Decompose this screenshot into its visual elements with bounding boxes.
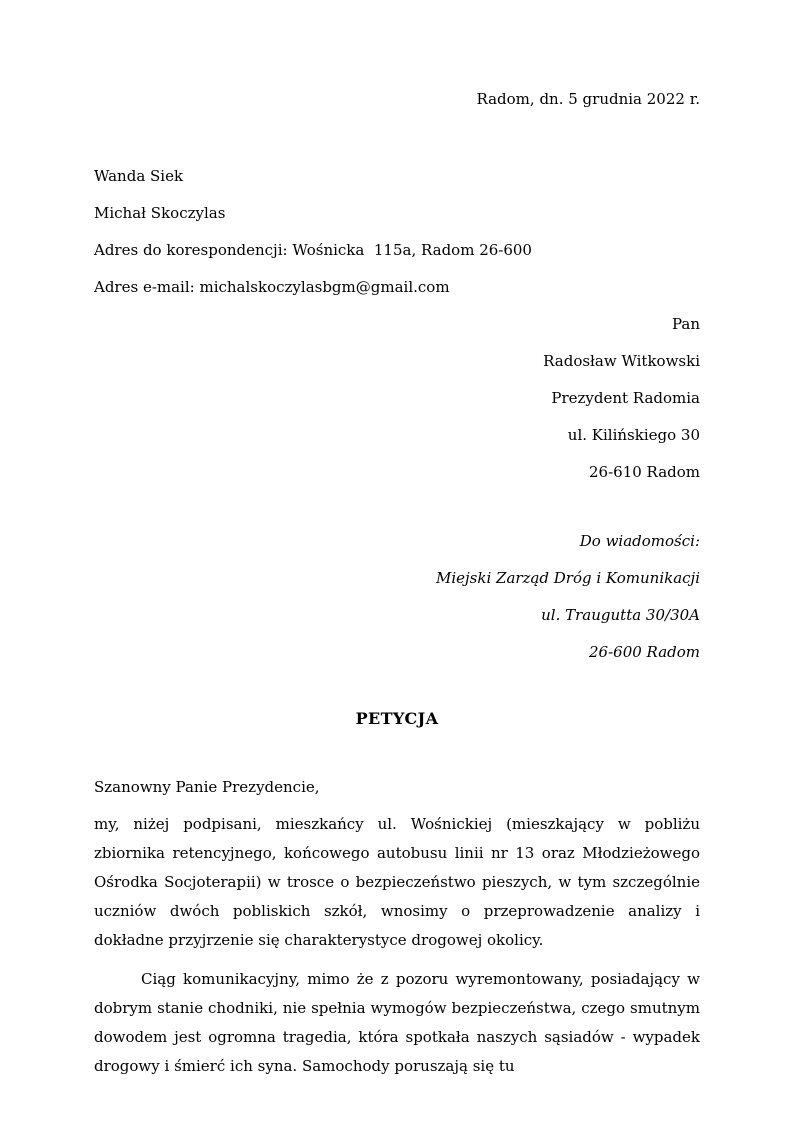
cc-block [94,527,700,667]
sender-block [94,162,700,302]
sender-name-1: Wanda Siek [94,167,184,185]
sender-email: Adres e-mail: michalskoczylasbgm@gmail.com [94,278,450,296]
body-paragraph-2: Ciąg komunikacyjny, mimo że z pozoru wyremontowany, posiadający w dobrym stanie chodniki, nie spełnia wymogów bezpieczeństwa, czego smutnym dowodem jest ogromna tragedia, która spotkała naszych sąsiadów - wypadek drogowy i śmierć ich syna. Samochody poruszają się tu [94,970,700,1075]
salutation: Szanowny Panie Prezydencie, [94,778,320,796]
recipient-block [94,310,700,487]
cc-organization: Miejski Zarząd Dróg i Komunikacji [435,569,700,587]
cc-street: ul. Traugutta 30/30A [541,606,700,624]
letter-body [94,810,700,1081]
recipient-role: Prezydent Radomia [551,389,700,407]
sender-name-2: Michał Skoczylas [94,204,226,222]
document-title: PETYCJA [355,709,439,728]
cc-city: 26-600 Radom [589,643,700,661]
recipient-honorific: Pan [671,315,700,333]
recipient-name: Radosław Witkowski [543,352,700,370]
recipient-street: ul. Kilińskiego 30 [567,426,700,444]
body-paragraph-1: my, niżej podpisani, mieszkańcy ul. Wośnickiej (mieszkający w pobliżu zbiornika retencyjnego, końcowego autobusu linii nr 13 oraz Młodzieżowego Ośrodka Socjoterapii) w trosce o bezpieczeństwo pieszych, w tym szczególnie uczniów dwóch pobliskich szkół, wnosimy o przeprowadzenie analizy i dokładne przyjrzenie się charakterystyce drogowej okolicy. [94,815,700,949]
cc-label: Do wiadomości: [579,532,700,550]
sender-correspondence-address: Adres do korespondencji: Wośnicka 115a, Radom 26-600 [94,241,532,259]
recipient-city: 26-610 Radom [589,463,700,481]
date-line: Radom, dn. 5 grudnia 2022 r. [476,90,700,108]
